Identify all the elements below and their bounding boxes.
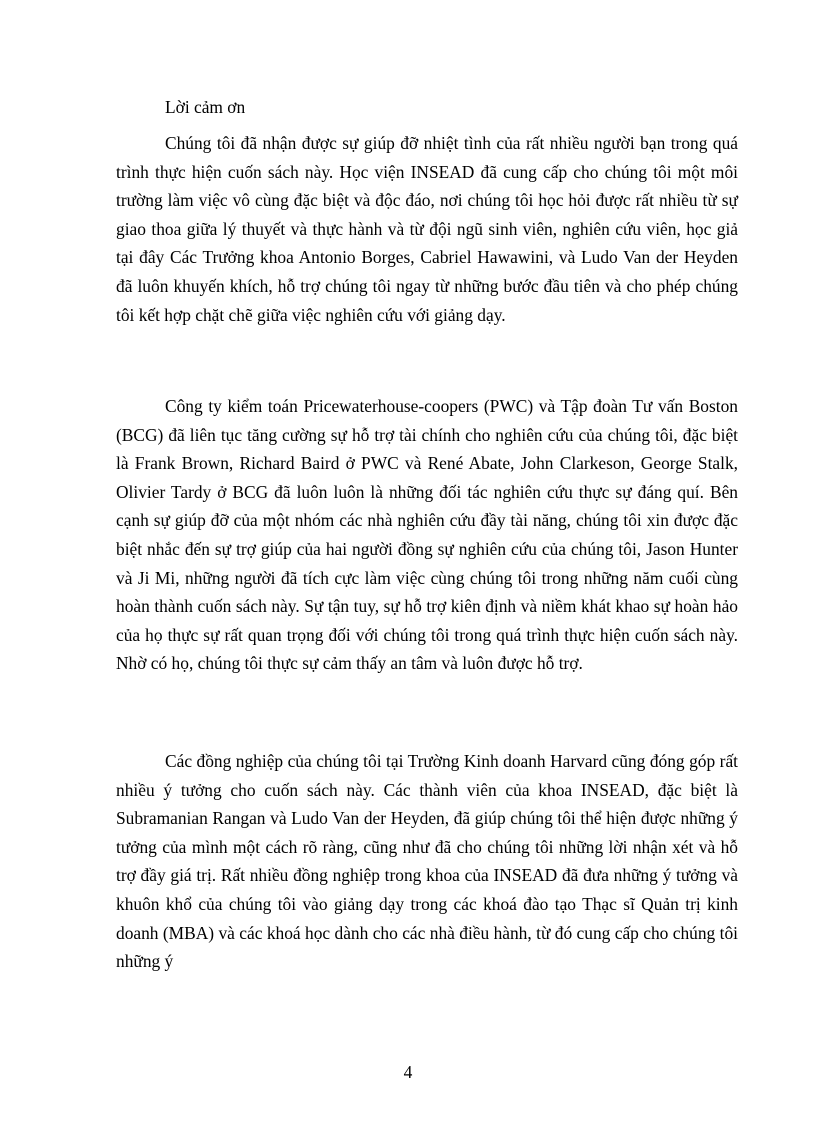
section-heading: Lời cảm ơn <box>165 97 246 117</box>
paragraph-acknowledgement-2: Công ty kiểm toán Pricewaterhouse-coopers (PWC) và Tập đoàn Tư vấn Boston (BCG) đã liên tục tăng cường sự hỗ trợ tài chính cho nghiên cứu của chúng tôi, đặc biệt là Frank Brown, Richard Baird ở PWC và René Abate, John Clarkeson, George Stalk, Olivier Tardy ở BCG đã luôn luôn là những đối tác nghiên cứu thực sự đáng quí. Bên cạnh sự giúp đỡ của một nhóm các nhà nghiên cứu đầy tài năng, chúng tôi xin được đặc biệt nhắc đến sự trợ giúp của hai người đồng sự nghiên cứu của chúng tôi, Jason Hunter và Ji Mi, những người đã tích cực làm việc cùng chúng tôi trong những năm cuối cùng hoàn thành cuốn sách này. Sự tận tuy, sự hỗ trợ kiên định và niềm khát khao sự hoàn hảo của họ thực sự rất quan trọng đối với chúng tôi trong quá trình thực hiện cuốn sách này. Nhờ có họ, chúng tôi thực sự cảm thấy an tâm và luôn được hỗ trợ. <box>116 396 738 674</box>
page-number: 4 <box>403 1062 413 1082</box>
paragraph-acknowledgement-3: Các đồng nghiệp của chúng tôi tại Trường Kinh doanh Harvard cũng đóng góp rất nhiều ý tưởng cho cuốn sách này. Các thành viên của khoa INSEAD, đặc biệt là Subramanian Rangan và Ludo Van der Heyden, đã giúp chúng tôi thể hiện được những ý tưởng của mình một cách rõ ràng, cũng như đã cho chúng tôi những lời nhận xét và hỗ trợ đầy giá trị. Rất nhiều đồng nghiệp trong khoa của INSEAD đã đưa những ý tưởng và khuôn khổ của chúng tôi vào giảng dạy trong các khoá đào tạo Thạc sĩ Quản trị kinh doanh (MBA) và các khoá học dành cho các nhà điều hành, từ đó cung cấp cho chúng tôi những ý <box>116 751 738 972</box>
paragraph-acknowledgement-1: Chúng tôi đã nhận được sự giúp đỡ nhiệt tình của rất nhiều người bạn trong quá trình thực hiện cuốn sách này. Học viện INSEAD đã cung cấp cho chúng tôi một môi trường làm việc vô cùng đặc biệt và độc đáo, nơi chúng tôi học hỏi được rất nhiều từ sự giao thoa giữa lý thuyết và thực hành và từ đội ngũ sinh viên, nghiên cứu viên, học giả tại đây Các Trưởng khoa Antonio Borges, Cabriel Hawawini, và Ludo Van der Heyden đã luôn khuyến khích, hỗ trợ chúng tôi ngay từ những bước đầu tiên và cho phép chúng tôi kết hợp chặt chẽ giữa việc nghiên cứu với giảng dạy. <box>116 133 738 325</box>
